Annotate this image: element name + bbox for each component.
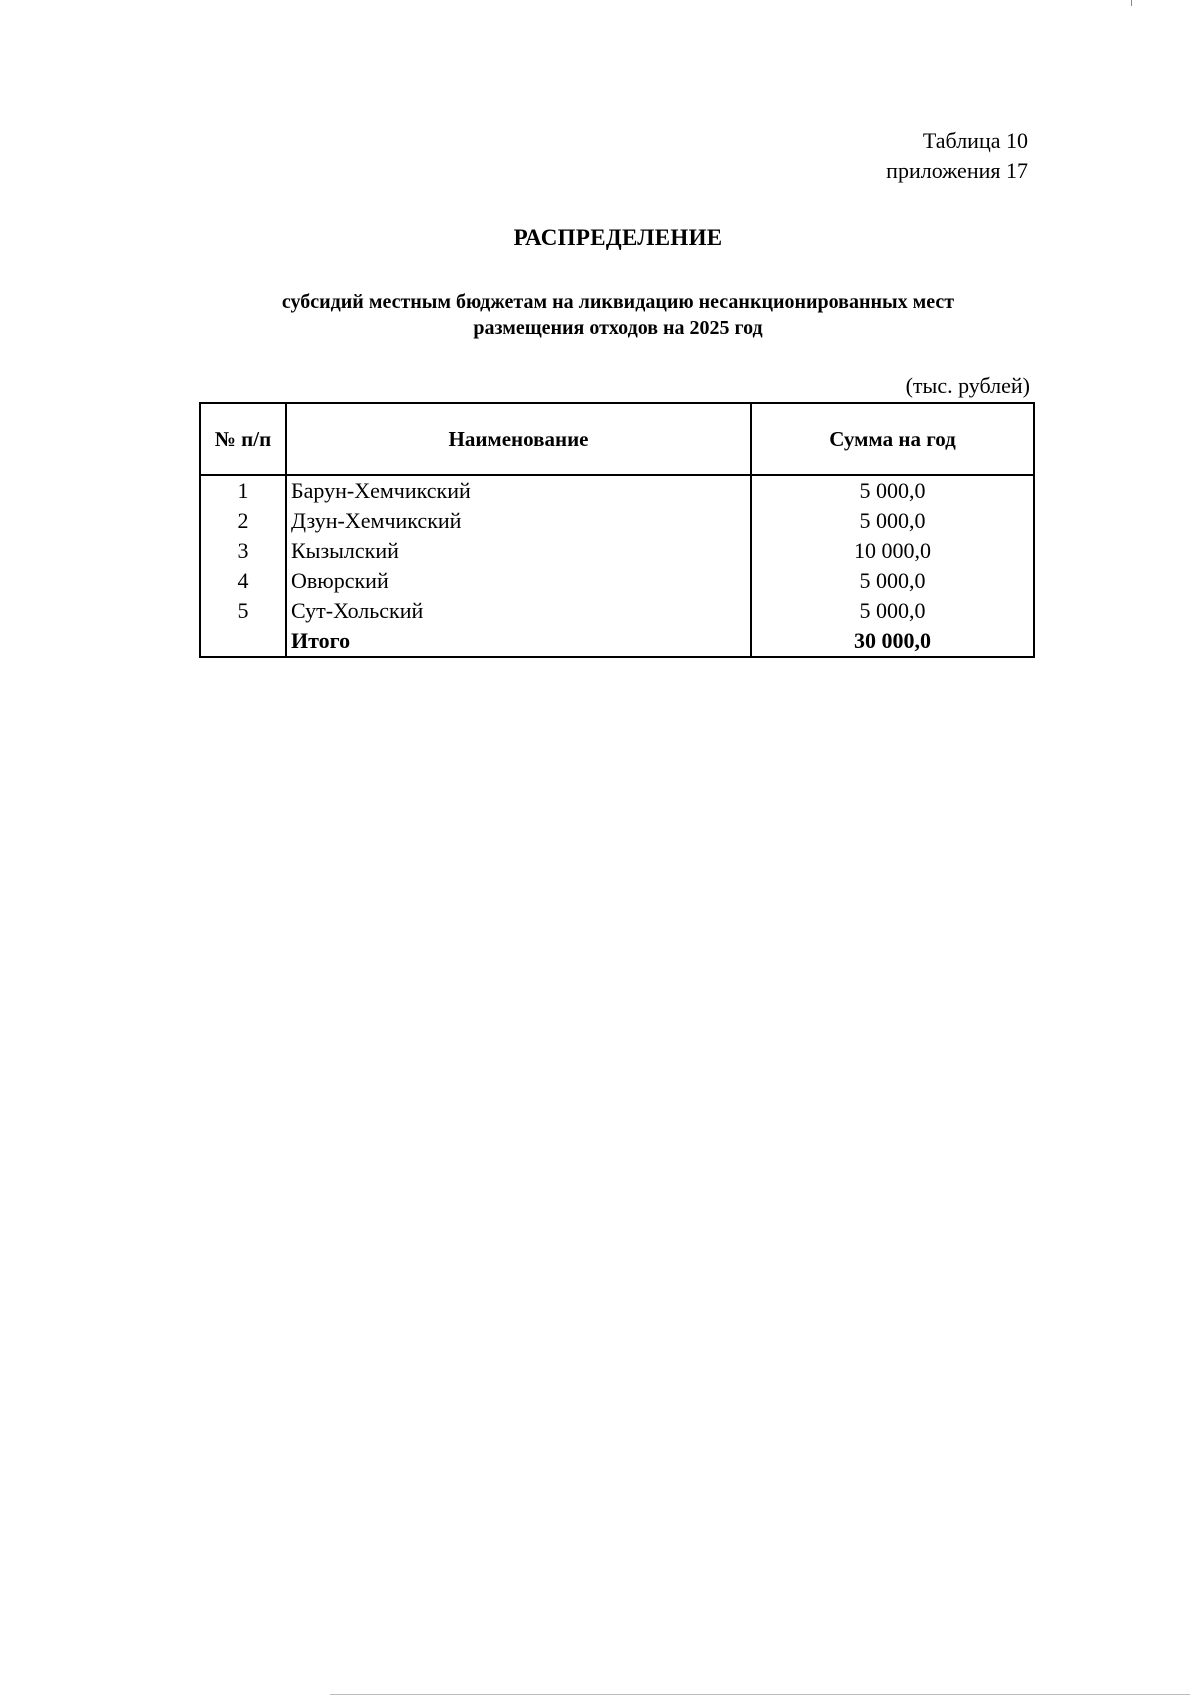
row-num: 3 bbox=[200, 536, 286, 566]
row-name: Сут-Хольский bbox=[286, 596, 751, 626]
row-sum: 5 000,0 bbox=[751, 596, 1034, 626]
row-name: Барун-Хемчикский bbox=[286, 475, 751, 506]
table-row bbox=[200, 475, 1034, 506]
row-num: 5 bbox=[200, 596, 286, 626]
table-reference-block bbox=[886, 126, 1028, 186]
table-number: Таблица 10 bbox=[922, 128, 1028, 153]
total-label: Итого bbox=[286, 626, 751, 657]
row-sum: 5 000,0 bbox=[751, 475, 1034, 506]
header-name: Наименование bbox=[286, 403, 751, 475]
distribution-table bbox=[199, 402, 1035, 658]
table-row bbox=[200, 566, 1034, 596]
scan-artifact-bottom bbox=[330, 1694, 1190, 1695]
row-sum: 5 000,0 bbox=[751, 506, 1034, 536]
table-row bbox=[200, 596, 1034, 626]
header-num: № п/п bbox=[200, 403, 286, 475]
table-row bbox=[200, 506, 1034, 536]
table-row bbox=[200, 536, 1034, 566]
row-num: 1 bbox=[200, 475, 286, 506]
total-num bbox=[200, 626, 286, 657]
total-sum: 30 000,0 bbox=[751, 626, 1034, 657]
row-name: Дзун-Хемчикский bbox=[286, 506, 751, 536]
table-total-row bbox=[200, 626, 1034, 657]
subtitle-line-2: размещения отходов на 2025 год bbox=[473, 317, 763, 339]
document-title: РАСПРЕДЕЛЕНИЕ bbox=[513, 225, 723, 250]
row-num: 4 bbox=[200, 566, 286, 596]
header-sum: Сумма на год bbox=[751, 403, 1034, 475]
appendix-number: приложения 17 bbox=[886, 158, 1028, 183]
row-sum: 5 000,0 bbox=[751, 566, 1034, 596]
document-subtitle bbox=[140, 289, 1096, 341]
subtitle-line-1: субсидий местным бюджетам на ликвидацию несанкционированных мест bbox=[281, 291, 955, 313]
row-name: Овюрский bbox=[286, 566, 751, 596]
table-header-row bbox=[200, 403, 1034, 475]
units-label: (тыс. рублей) bbox=[905, 373, 1030, 398]
row-num: 2 bbox=[200, 506, 286, 536]
row-name: Кызылский bbox=[286, 536, 751, 566]
scan-artifact-top bbox=[1131, 0, 1132, 6]
row-sum: 10 000,0 bbox=[751, 536, 1034, 566]
